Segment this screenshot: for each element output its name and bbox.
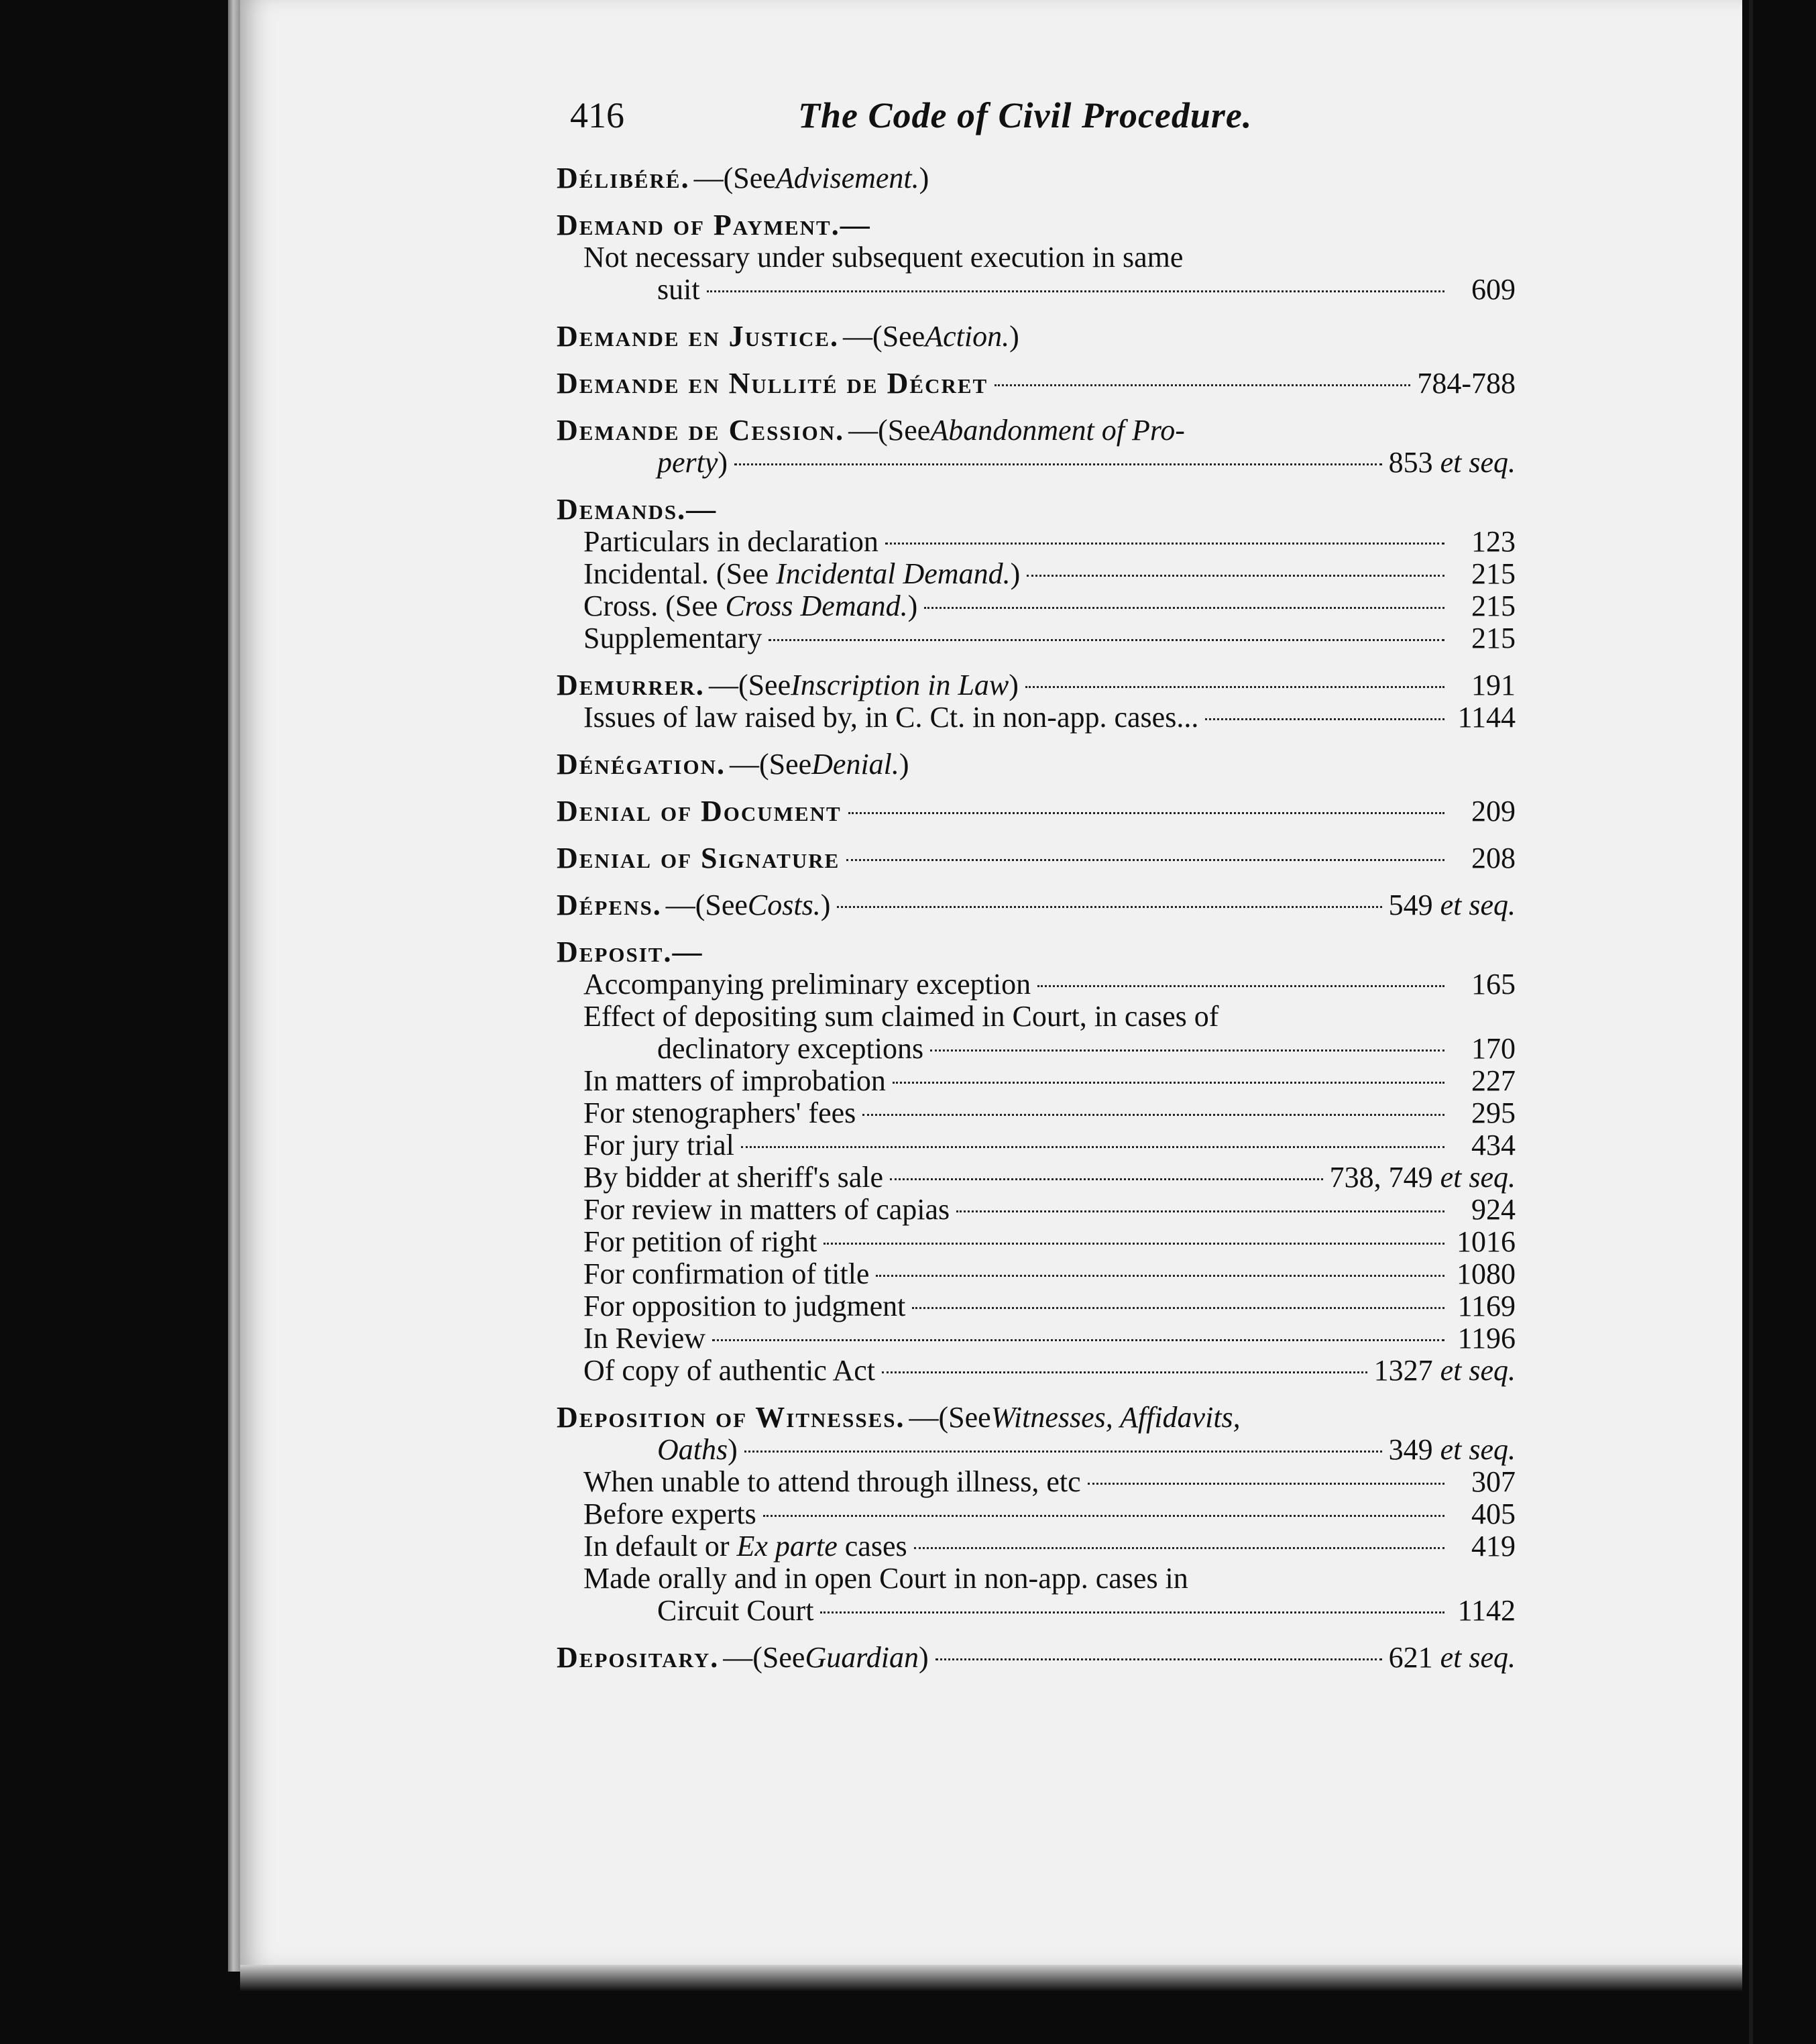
dot-leader — [1025, 686, 1444, 688]
page-ref-number: 227 — [1471, 1064, 1516, 1097]
page-ref-number: 1016 — [1457, 1225, 1516, 1258]
page-ref-number: 191 — [1471, 669, 1516, 701]
subentry-label — [583, 558, 1020, 590]
page-ref — [1451, 1194, 1516, 1226]
dot-leader — [862, 1114, 1444, 1116]
page-ref — [1330, 1161, 1516, 1194]
entry-heading-line — [557, 367, 1516, 400]
page-ref — [1451, 1595, 1516, 1627]
index-entry — [557, 414, 1516, 479]
page-ref-number: 784-788 — [1417, 367, 1516, 400]
page-ref-number: 434 — [1471, 1129, 1516, 1161]
subentry-line — [557, 1226, 1516, 1258]
entry-heading-line — [557, 1642, 1516, 1674]
page-ref — [1451, 795, 1516, 828]
entry-heading-line — [557, 669, 1516, 701]
index-entry — [557, 209, 1516, 306]
dot-leader — [1205, 718, 1444, 720]
page-ref-number: 123 — [1471, 525, 1516, 558]
page-ref-number: 307 — [1471, 1465, 1516, 1498]
dot-leader — [885, 543, 1444, 545]
page-ref-number: 621 — [1388, 1641, 1433, 1674]
cross-ref-prefix: —(See — [843, 320, 925, 353]
page-ref — [1451, 590, 1516, 622]
subentry-line — [557, 1161, 1516, 1194]
index-entry — [557, 889, 1516, 921]
subentry-line — [557, 1097, 1516, 1129]
page-bottom-shadow — [240, 1965, 1742, 1992]
page-ref — [1451, 1129, 1516, 1161]
subentry-line — [557, 1194, 1516, 1226]
page-ref-suffix: et seq. — [1440, 889, 1516, 921]
page-ref — [1389, 447, 1516, 479]
dot-leader — [824, 1243, 1444, 1245]
entry-heading-line — [557, 889, 1516, 921]
subentry-line — [557, 1129, 1516, 1161]
page-ref — [1451, 274, 1516, 306]
running-head — [557, 94, 1516, 148]
page-ref-number: 1169 — [1457, 1290, 1516, 1322]
dot-leader — [820, 1611, 1444, 1613]
cross-ref-prefix: —(See — [729, 748, 812, 781]
subentry-label-prefix: Incidental. (See — [583, 557, 777, 590]
page-ref-suffix: et seq. — [1440, 1161, 1516, 1194]
subentry-label-cont: suit — [657, 273, 700, 306]
page-ref — [1451, 1530, 1516, 1563]
cross-ref-prefix: —(See — [693, 162, 776, 194]
subentry-line — [557, 1355, 1516, 1387]
page-ref-number: 215 — [1471, 557, 1516, 590]
index-entry — [557, 367, 1516, 400]
page-edge-shadow — [1749, 0, 1753, 2044]
entry-continuation-line — [557, 447, 1516, 479]
index-entry — [557, 842, 1516, 874]
subentry-line — [557, 701, 1516, 734]
dot-leader — [893, 1082, 1444, 1084]
page-ref — [1451, 1322, 1516, 1355]
entry-heading: Demand of Payment.— — [557, 209, 871, 241]
entry-heading: Demande de Cession. — [557, 414, 845, 447]
book-spine-edge — [228, 0, 241, 1972]
subentry-line — [557, 558, 1516, 590]
page-ref-number: 165 — [1471, 968, 1516, 1001]
subentry-line — [557, 622, 1516, 655]
page-ref-number: 295 — [1471, 1096, 1516, 1129]
page-ref — [1451, 968, 1516, 1001]
cross-ref-target: Action. — [925, 320, 1010, 353]
dot-leader — [769, 639, 1444, 641]
subentry-line — [557, 1466, 1516, 1498]
page-ref — [1389, 1434, 1516, 1466]
page-ref — [1417, 367, 1516, 400]
dot-leader — [1027, 575, 1444, 577]
cross-ref-suffix: ) — [820, 889, 831, 921]
entry-heading: Dénégation. — [557, 748, 726, 781]
subentry-label-prefix: In default or — [583, 1530, 737, 1563]
subentry-line — [557, 1065, 1516, 1097]
entry-heading: Délibéré. — [557, 162, 690, 194]
subentry-line — [557, 1563, 1516, 1595]
entry-heading-line — [557, 842, 1516, 874]
cross-ref-suffix: ) — [728, 1433, 738, 1466]
page-ref — [1451, 1226, 1516, 1258]
page-ref-number: 208 — [1471, 842, 1516, 874]
page-ref — [1451, 701, 1516, 734]
page-ref-number: 609 — [1471, 273, 1516, 306]
cross-ref-target: Inscription in Law — [791, 669, 1009, 701]
subentry-label-cont: declinatory exceptions — [657, 1032, 924, 1065]
entry-heading: Demande en Nullité de Décret — [557, 367, 988, 400]
page-ref-number: 1144 — [1457, 701, 1516, 734]
index-entry — [557, 748, 1516, 781]
entry-heading: Denial of Signature — [557, 842, 840, 874]
page-ref-number: 738, 749 — [1329, 1161, 1433, 1194]
entry-heading: Demande en Justice. — [557, 320, 840, 353]
subentry-label-suffix: ) — [1010, 557, 1021, 590]
dot-leader — [846, 859, 1444, 861]
page-ref-number: 349 — [1388, 1433, 1433, 1466]
page-ref-number: 924 — [1471, 1193, 1516, 1226]
page-ref — [1389, 1642, 1516, 1674]
cross-ref-prefix: —(See — [909, 1401, 991, 1434]
dot-leader — [914, 1547, 1444, 1549]
page-ref — [1451, 842, 1516, 874]
page-ref — [1451, 1498, 1516, 1530]
cross-ref-target: Advisement. — [775, 162, 919, 194]
page-ref — [1451, 622, 1516, 655]
entry-heading-line — [557, 209, 1516, 241]
index-entries — [557, 162, 1516, 1674]
dot-leader — [876, 1275, 1444, 1277]
dot-leader — [712, 1339, 1444, 1341]
dot-leader — [924, 607, 1444, 609]
page-ref-suffix: et seq. — [1440, 446, 1516, 479]
subentry-continuation — [557, 274, 1516, 306]
index-entry — [557, 795, 1516, 828]
cross-ref-target: Abandonment of Pro- — [930, 414, 1185, 447]
entry-heading-line — [557, 748, 1516, 781]
dot-leader — [741, 1146, 1444, 1148]
page-ref-number: 215 — [1471, 589, 1516, 622]
subentry-label — [583, 590, 917, 622]
subentry-label: By bidder at sheriff's sale — [583, 1161, 884, 1194]
subentry-label-italic: Cross Demand. — [725, 589, 908, 622]
page-ref — [1451, 1290, 1516, 1322]
subentry-label — [583, 1530, 907, 1563]
subentry-label-italic: Ex parte — [736, 1530, 838, 1563]
subentry-label-prefix: Cross. (See — [583, 589, 726, 622]
dot-leader — [935, 1658, 1382, 1660]
subentry-line — [557, 1530, 1516, 1563]
entry-heading: Demurrer. — [557, 669, 705, 701]
entry-heading-line — [557, 494, 1516, 526]
subentry-label: When unable to attend through illness, etc — [583, 1465, 1081, 1498]
index-entry — [557, 321, 1516, 353]
subentry-label: For jury trial — [583, 1129, 734, 1161]
dot-leader — [930, 1049, 1444, 1052]
subentry-label-suffix: ) — [907, 589, 918, 622]
index-entry — [557, 669, 1516, 734]
page-ref-number: 209 — [1471, 795, 1516, 828]
subentry-label: Not necessary under subsequent execution in same — [583, 241, 1184, 274]
cross-ref-suffix: ) — [1009, 669, 1019, 701]
subentry-label-italic: Incidental Demand. — [776, 557, 1011, 590]
cross-ref-suffix: ) — [718, 446, 728, 479]
subentry-line — [557, 1258, 1516, 1290]
subentry-label: Supplementary — [583, 622, 762, 655]
dot-leader — [744, 1451, 1382, 1453]
cross-ref-target: Costs. — [747, 889, 821, 921]
entry-continuation-line — [557, 1434, 1516, 1466]
entry-heading-line — [557, 162, 1516, 194]
entry-heading-line — [557, 936, 1516, 968]
subentry-label: In matters of improbation — [583, 1064, 886, 1097]
cross-ref-target: Witnesses, Affidavits, — [990, 1401, 1241, 1434]
page-ref-number: 1080 — [1457, 1257, 1516, 1290]
dot-leader — [707, 290, 1444, 292]
subentry-line — [557, 526, 1516, 558]
page-ref-number: 419 — [1471, 1530, 1516, 1563]
entry-heading: Depositary. — [557, 1641, 720, 1674]
entry-heading: Deposit.— — [557, 935, 703, 968]
cross-ref-prefix: —(See — [708, 669, 791, 701]
subentry-label: For opposition to judgment — [583, 1290, 906, 1322]
page-number: 416 — [570, 95, 624, 135]
dot-leader — [734, 463, 1382, 465]
page-ref — [1451, 1033, 1516, 1065]
entry-heading: Dépens. — [557, 889, 662, 921]
subentry-label-suffix: cases — [837, 1530, 907, 1563]
cross-ref-suffix: ) — [919, 162, 929, 194]
subentry-continuation — [557, 1595, 1516, 1627]
cross-ref-target: Guardian — [805, 1641, 919, 1674]
page-ref — [1451, 669, 1516, 701]
page-ref-number: 1327 — [1373, 1354, 1433, 1387]
subentry-label: For stenographers' fees — [583, 1096, 856, 1129]
dot-leader — [882, 1371, 1367, 1373]
index-entry — [557, 1642, 1516, 1674]
subentry-line — [557, 590, 1516, 622]
index-entry — [557, 936, 1516, 1387]
subentry-label: In Review — [583, 1322, 706, 1355]
page-ref-number: 215 — [1471, 622, 1516, 655]
dot-leader — [837, 906, 1381, 908]
page-ref — [1374, 1355, 1516, 1387]
entry-heading: Denial of Document — [557, 795, 842, 828]
subentry-line — [557, 1290, 1516, 1322]
page-ref-number: 170 — [1471, 1032, 1516, 1065]
dot-leader — [956, 1210, 1444, 1212]
entry-heading: Deposition of Witnesses. — [557, 1401, 905, 1434]
cross-ref-target: Denial. — [811, 748, 899, 781]
dot-leader — [848, 812, 1444, 814]
cross-ref-prefix: —(See — [665, 889, 748, 921]
page-ref — [1451, 1097, 1516, 1129]
subentry-label-cont: Circuit Court — [657, 1594, 814, 1627]
page-ref — [1389, 889, 1516, 921]
dot-leader — [995, 384, 1410, 386]
cross-ref-continuation: Oaths — [657, 1433, 728, 1466]
page-ref-suffix: et seq. — [1440, 1641, 1516, 1674]
page-ref-number: 405 — [1471, 1497, 1516, 1530]
subentry-line — [557, 241, 1516, 274]
index-text-block — [557, 94, 1516, 1674]
dot-leader — [1088, 1483, 1444, 1485]
page-ref — [1451, 1065, 1516, 1097]
page-ref-suffix: et seq. — [1440, 1354, 1516, 1387]
page-ref — [1451, 1466, 1516, 1498]
entry-heading-line — [557, 795, 1516, 828]
cross-ref-continuation: perty — [657, 446, 718, 479]
subentry-line — [557, 1322, 1516, 1355]
entry-heading: Demands.— — [557, 493, 718, 526]
subentry-label: Before experts — [583, 1497, 756, 1530]
cross-ref-suffix: ) — [918, 1641, 929, 1674]
dot-leader — [890, 1178, 1323, 1180]
cross-ref-prefix: —(See — [848, 414, 931, 447]
cross-ref-prefix: —(See — [723, 1641, 805, 1674]
dot-leader — [912, 1307, 1444, 1309]
page-ref-number: 1196 — [1457, 1322, 1516, 1355]
entry-heading-line — [557, 321, 1516, 353]
subentry-label: For confirmation of title — [583, 1257, 870, 1290]
entry-heading-line — [557, 414, 1516, 447]
index-entry — [557, 494, 1516, 655]
page-ref-number: 1142 — [1457, 1594, 1516, 1627]
index-entry — [557, 1402, 1516, 1627]
subentry-line — [557, 1001, 1516, 1033]
index-entry — [557, 162, 1516, 194]
entry-heading-line — [557, 1402, 1516, 1434]
page-ref — [1451, 558, 1516, 590]
page-ref-number: 549 — [1388, 889, 1433, 921]
running-title: The Code of Civil Procedure. — [798, 95, 1253, 135]
page-ref-number: 853 — [1388, 446, 1433, 479]
subentry-line — [557, 1498, 1516, 1530]
subentry-label: Of copy of authentic Act — [583, 1354, 875, 1387]
subentry-label: For petition of right — [583, 1225, 817, 1258]
dot-leader — [1037, 985, 1444, 987]
subentry-label: Effect of depositing sum claimed in Court, in cases of — [583, 1000, 1219, 1033]
page-ref-suffix: et seq. — [1440, 1433, 1516, 1466]
subentry-label: Made orally and in open Court in non-app. cases in — [583, 1562, 1188, 1595]
page-ref — [1451, 526, 1516, 558]
page-ref — [1451, 1258, 1516, 1290]
cross-ref-suffix: ) — [899, 748, 909, 781]
subentry-label: Issues of law raised by, in C. Ct. in non-app. cases... — [583, 701, 1199, 734]
subentry-label: Particulars in declaration — [583, 525, 878, 558]
subentry-line — [557, 968, 1516, 1001]
dot-leader — [763, 1515, 1444, 1517]
subentry-label: Accompanying preliminary exception — [583, 968, 1031, 1001]
subentry-label: For review in matters of capias — [583, 1193, 950, 1226]
subentry-continuation — [557, 1033, 1516, 1065]
cross-ref-suffix: ) — [1009, 320, 1019, 353]
